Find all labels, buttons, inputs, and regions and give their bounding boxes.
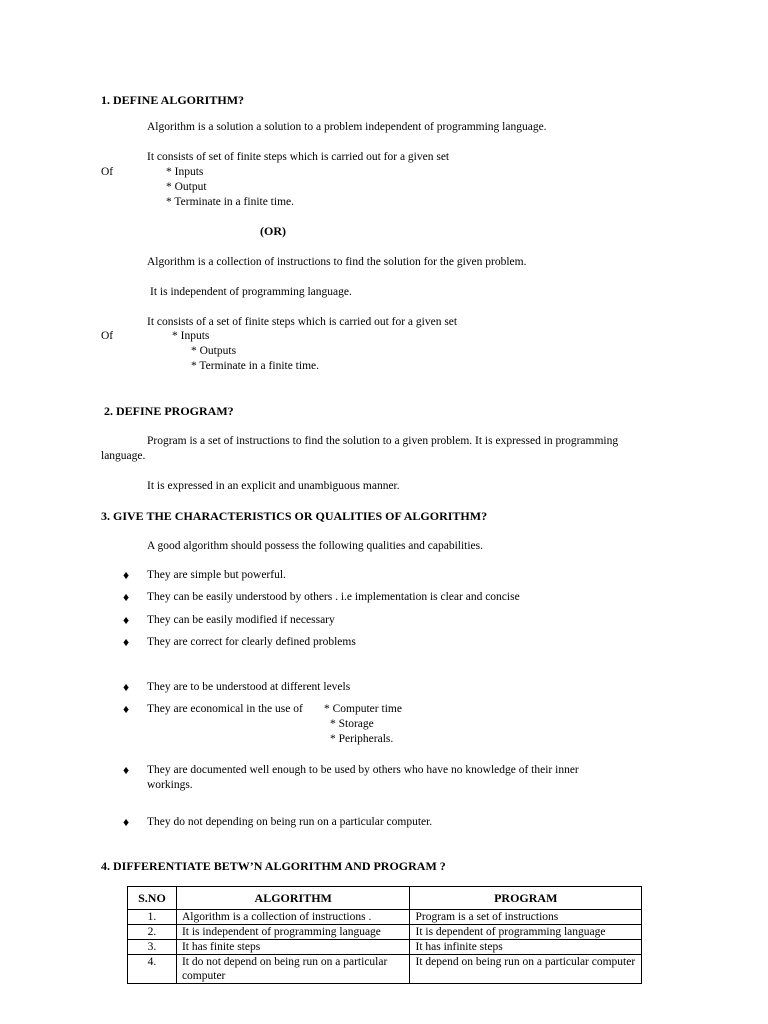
diamond-bullet-icon: ♦ xyxy=(123,763,130,777)
table-row xyxy=(128,910,642,925)
list-item: * Computer time xyxy=(324,703,402,715)
comparison-table xyxy=(127,886,642,984)
list-item: They are economical in the use of xyxy=(147,703,303,715)
list-item: * Terminate in a finite time. xyxy=(191,360,319,372)
of-label-2: Of xyxy=(101,330,114,342)
list-item: They are to be understood at different levels xyxy=(147,681,351,693)
list-item: * Storage xyxy=(330,718,374,730)
table-cell: Algorithm is a collection of instructions . xyxy=(176,910,410,925)
diamond-bullet-icon: ♦ xyxy=(123,680,130,694)
algorithm-steps-intro: It consists of set of finite steps which is carried out for a given set xyxy=(147,151,450,163)
of-label: Of xyxy=(101,166,114,178)
heading-define-program: 2. DEFINE PROGRAM? xyxy=(104,404,234,418)
table-cell: 3. xyxy=(128,940,177,955)
column-header: ALGORITHM xyxy=(176,887,410,910)
table-cell: It is independent of programming language xyxy=(176,925,410,940)
list-item: * Outputs xyxy=(191,345,237,357)
list-item: They are correct for clearly defined problems xyxy=(147,636,356,648)
algorithm-definition-2: Algorithm is a collection of instructions to find the solution for the given problem. xyxy=(147,256,527,268)
list-item: * Inputs xyxy=(166,166,204,178)
or-label: (OR) xyxy=(260,224,286,238)
diamond-bullet-icon: ♦ xyxy=(123,702,130,716)
program-definition-cont: language. xyxy=(101,450,146,462)
table-header-row xyxy=(128,887,642,910)
diamond-bullet-icon: ♦ xyxy=(123,815,130,829)
list-item: They are simple but powerful. xyxy=(147,569,286,581)
table-cell: Program is a set of instructions xyxy=(410,910,642,925)
table-cell: It do not depend on being run on a particular computer xyxy=(176,955,410,984)
list-item-cont: workings. xyxy=(147,779,193,791)
diamond-bullet-icon: ♦ xyxy=(123,613,130,627)
list-item: * Peripherals. xyxy=(330,733,394,745)
list-item: They are documented well enough to be used by others who have no knowledge of their inner xyxy=(147,764,579,776)
list-item: * Output xyxy=(166,181,207,193)
diamond-bullet-icon: ♦ xyxy=(123,590,130,604)
table-row xyxy=(128,925,642,940)
table-cell: It depend on being run on a particular computer xyxy=(410,955,642,984)
list-item: * Inputs xyxy=(172,330,210,342)
table-cell: It is dependent of programming language xyxy=(410,925,642,940)
table-cell: It has infinite steps xyxy=(410,940,642,955)
list-item: They can be easily understood by others . i.e implementation is clear and concise xyxy=(147,591,520,603)
diamond-bullet-icon: ♦ xyxy=(123,635,130,649)
heading-define-algorithm: 1. DEFINE ALGORITHM? xyxy=(101,93,245,107)
table-cell: 4. xyxy=(128,955,177,984)
algorithm-steps-intro-2: It consists of a set of finite steps which is carried out for a given set xyxy=(147,316,458,328)
list-item: They do not depending on being run on a particular computer. xyxy=(147,816,433,828)
program-explicit: It is expressed in an explicit and unambiguous manner. xyxy=(147,480,400,492)
table-row xyxy=(128,955,642,984)
program-definition: Program is a set of instructions to find the solution to a given problem. It is expressed in programming xyxy=(147,435,619,447)
table-row xyxy=(128,940,642,955)
heading-differentiate: 4. DIFFERENTIATE BETW’N ALGORITHM AND PROGRAM ? xyxy=(101,859,446,873)
list-item: * Terminate in a finite time. xyxy=(166,196,294,208)
diamond-bullet-icon: ♦ xyxy=(123,568,130,582)
table-cell: 2. xyxy=(128,925,177,940)
algorithm-independence: It is independent of programming language. xyxy=(150,286,352,298)
heading-characteristics: 3. GIVE THE CHARACTERISTICS OR QUALITIES OF ALGORITHM? xyxy=(101,509,488,523)
list-item: They can be easily modified if necessary xyxy=(147,614,335,626)
column-header: S.NO xyxy=(128,887,177,910)
qualities-intro: A good algorithm should possess the following qualities and capabilities. xyxy=(147,540,484,552)
table-cell: It has finite steps xyxy=(176,940,410,955)
column-header: PROGRAM xyxy=(410,887,642,910)
table-cell: 1. xyxy=(128,910,177,925)
algorithm-definition-1: Algorithm is a solution a solution to a problem independent of programming language. xyxy=(147,121,547,133)
